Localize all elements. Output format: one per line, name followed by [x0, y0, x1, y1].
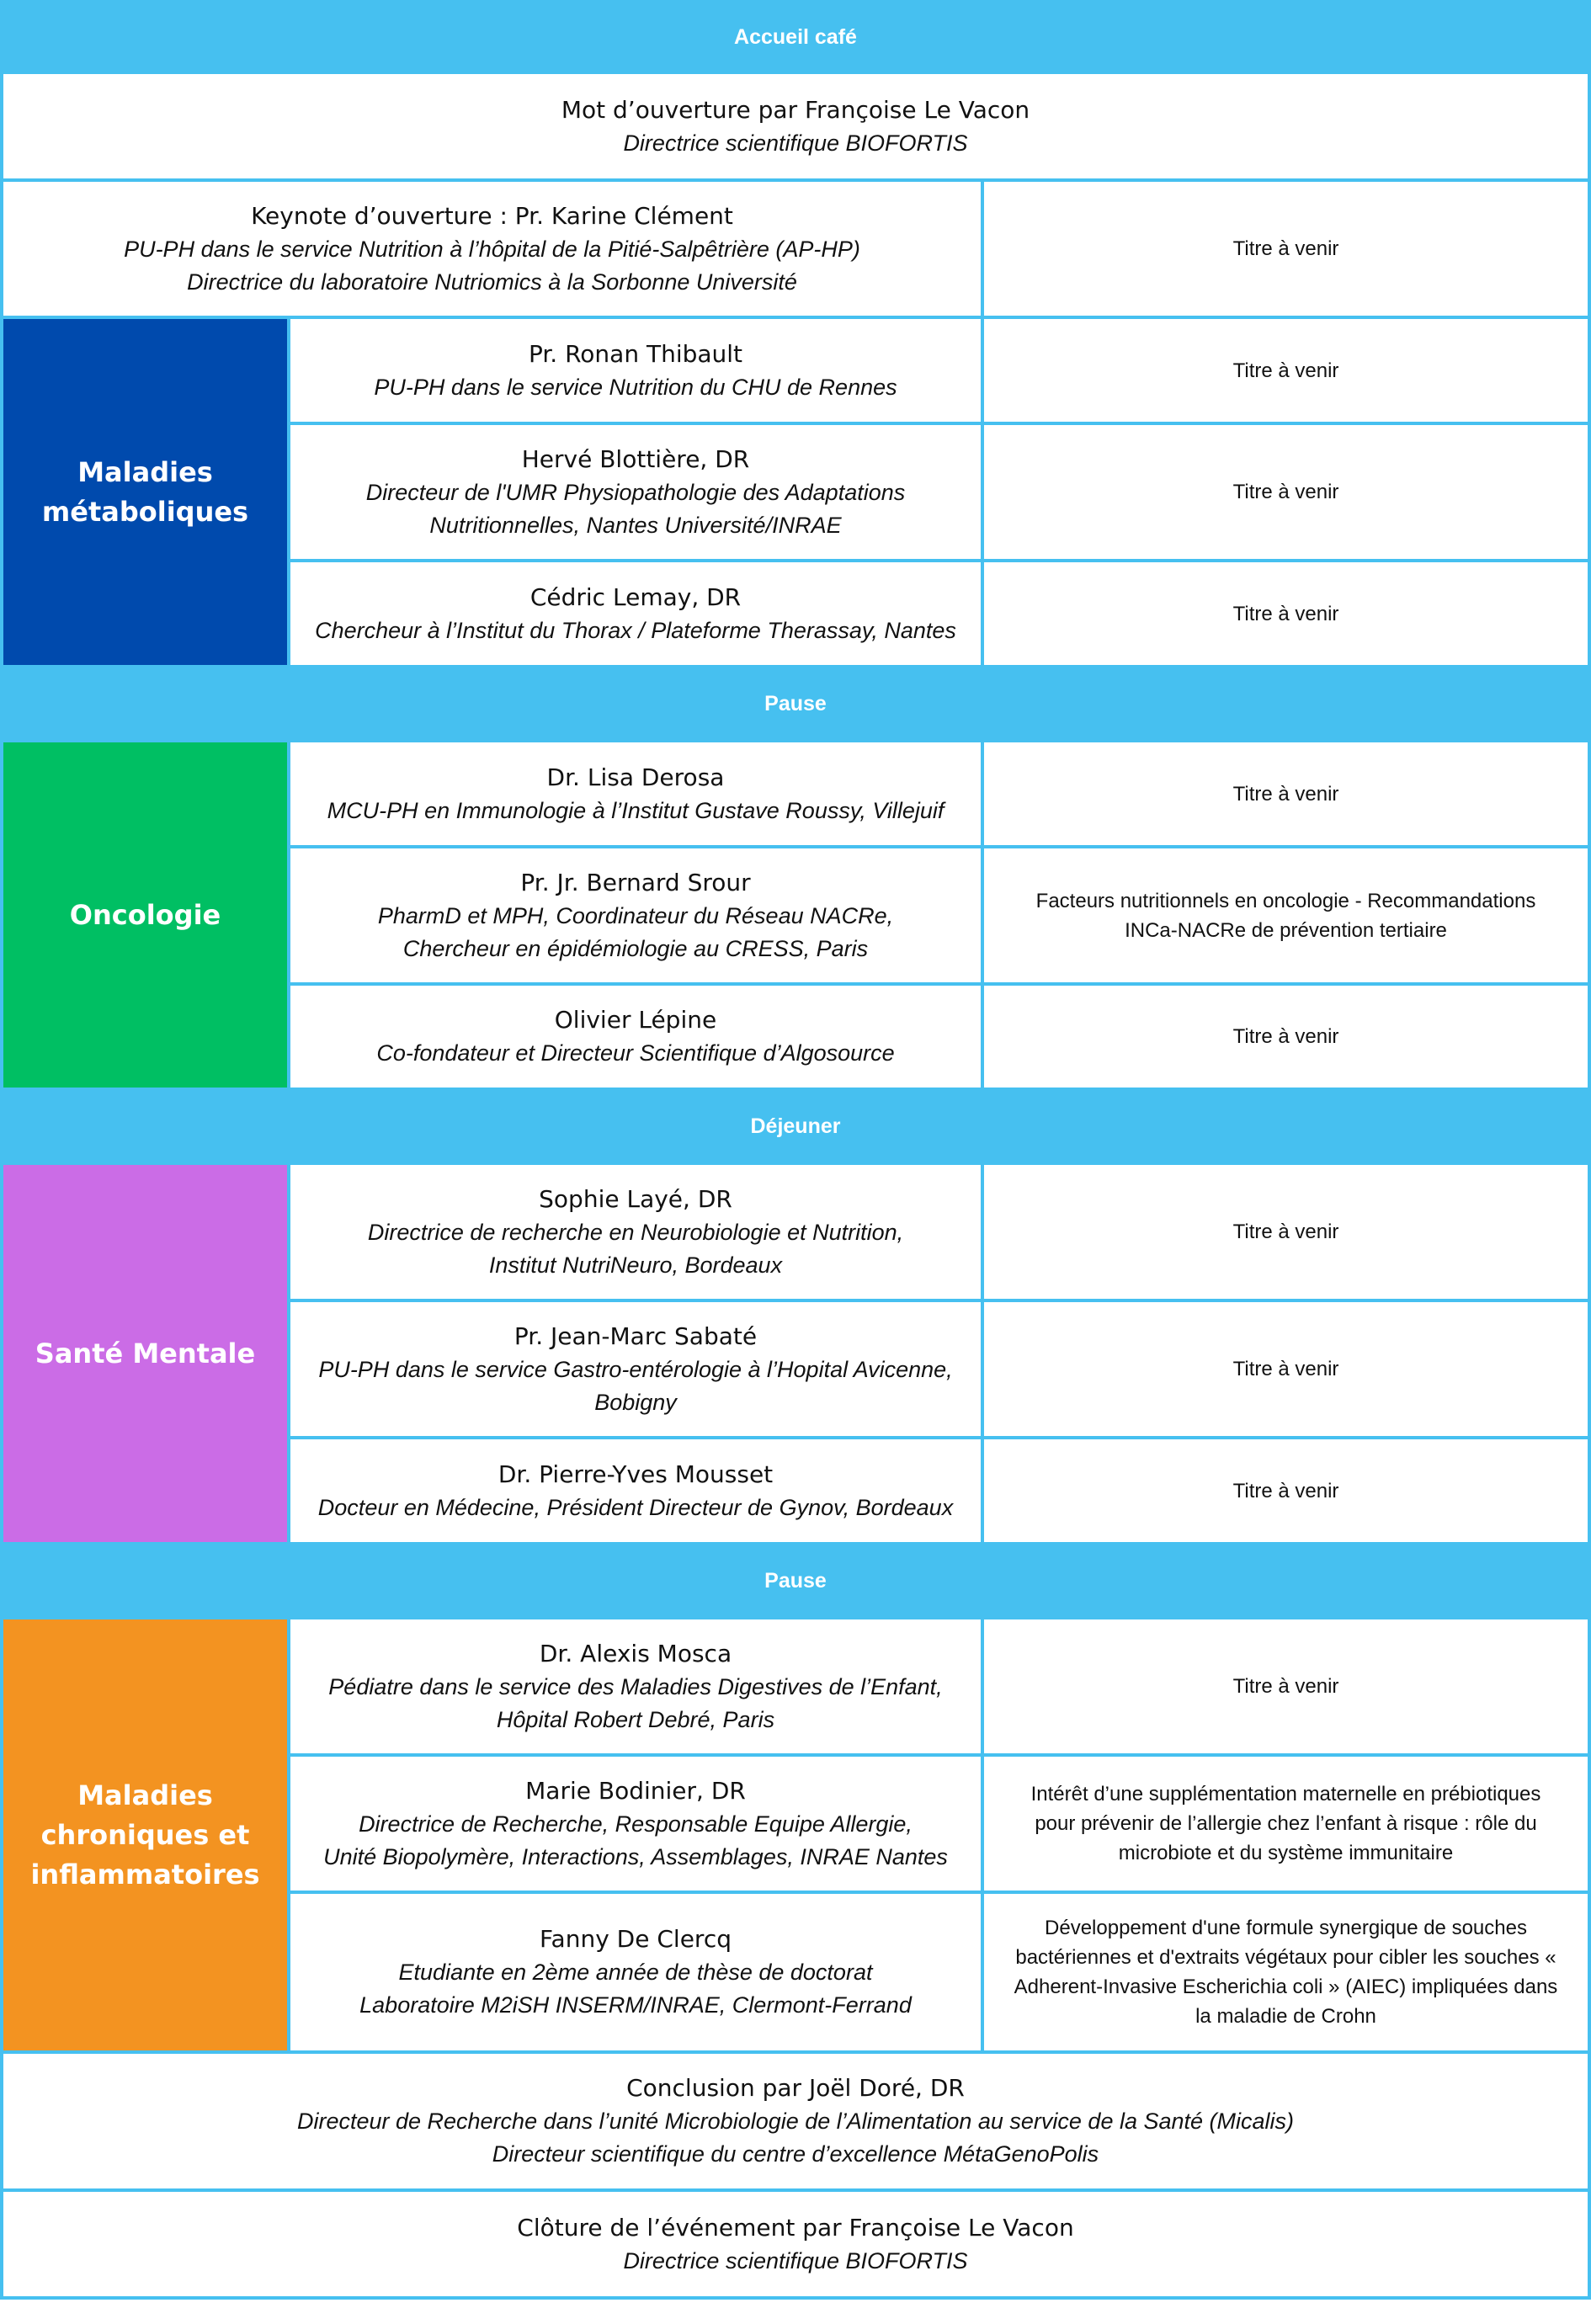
speaker-name: Sophie Layé, DR — [539, 1184, 732, 1213]
talk-title-line: bactériennes et d'extraits végétaux pour cibler les souches « — [1015, 1946, 1556, 1969]
speaker-name: Dr. Lisa Derosa — [546, 763, 725, 791]
talk-title-line: pour prévenir de l’allergie chez l’enfant à risque : rôle du — [1035, 1812, 1537, 1835]
talk-cell-srour — [981, 845, 1591, 986]
theme-label-line: inflammatoires — [30, 1858, 260, 1891]
speaker-role-line: Docteur en Médecine, Président Directeur de Gynov, Bordeaux — [317, 1494, 954, 1520]
talk-title-line: Titre à venir — [1232, 782, 1339, 806]
talk-cell-mosca — [981, 1616, 1591, 1757]
talk-title-line: Intérêt d’une supplémentation maternelle en prébiotiques — [1030, 1783, 1541, 1805]
talk-cell-mousset — [981, 1436, 1591, 1545]
talk-cell-lepine — [981, 982, 1591, 1091]
theme-oncologie — [0, 739, 290, 1091]
speaker-role-line: Hôpital Robert Debré, Paris — [496, 1706, 775, 1732]
theme-label-line: Maladies — [77, 1779, 213, 1811]
closing-row — [0, 2188, 1591, 2300]
break-pause — [0, 665, 1591, 742]
break-dejeuner — [0, 1088, 1591, 1165]
talk-title-line: Titre à venir — [1232, 1479, 1339, 1502]
talk-title-line: Titre à venir — [1232, 359, 1339, 382]
speaker-cell-derosa — [287, 739, 984, 848]
talk-cell-derosa — [981, 739, 1591, 848]
talk-title-line: INCa-NACRe de prévention tertiaire — [1125, 918, 1447, 942]
talk-title-line: Adherent-Invasive Escherichia coli » (AIEC) impliquées dans — [1014, 1976, 1558, 1998]
speaker-cell-mosca — [287, 1616, 984, 1757]
speaker-role-line: PU-PH dans le service Nutrition du CHU de Rennes — [374, 374, 897, 400]
break-label: Pause — [764, 691, 827, 715]
speaker-cell-mousset — [287, 1436, 984, 1545]
speaker-cell-srour — [287, 845, 984, 986]
speaker-role-line: Nutritionnelles, Nantes Université/INRAE — [429, 512, 842, 538]
speaker-name: Olivier Lépine — [554, 1006, 717, 1034]
talk-cell-declercq — [981, 1891, 1591, 2054]
speaker-role-line: Institut NutriNeuro, Bordeaux — [488, 1252, 783, 1278]
talk-title-line: Développement d'une formule synergique de souches — [1045, 1917, 1527, 1939]
speaker-cell-declercq — [287, 1891, 984, 2054]
speaker-name: Pr. Jr. Bernard Srour — [520, 868, 751, 896]
theme-sante-mentale — [0, 1162, 290, 1545]
keynote-role-line: PU-PH dans le service Nutrition à l’hôpital de la Pitié-Salpêtrière (AP-HP) — [124, 236, 860, 262]
theme-label-line: Oncologie — [69, 898, 221, 931]
theme-label-line: chroniques et — [40, 1818, 250, 1851]
break-label: Déjeuner — [750, 1114, 841, 1138]
speaker-cell-bodinier — [287, 1753, 984, 1894]
opening-name: Mot d’ouverture par Françoise Le Vacon — [561, 95, 1030, 124]
speaker-role-line: Chercheur en épidémiologie au CRESS, Paris — [402, 935, 869, 961]
keynote-talk-cell — [981, 178, 1591, 319]
speaker-name: Fanny De Clercq — [540, 1925, 732, 1953]
speaker-role-line: PharmD et MPH, Coordinateur du Réseau NACRe, — [377, 902, 894, 928]
talk-title-line: microbiote et du système immunitaire — [1118, 1842, 1454, 1864]
speaker-cell-lemay — [287, 559, 984, 668]
speaker-role-line: PU-PH dans le service Gastro-entérologie à l’Hopital Avicenne, — [318, 1356, 953, 1382]
closing-name: Clôture de l’événement par Françoise Le Vacon — [517, 2213, 1074, 2242]
speaker-role-line: Co-fondateur et Directeur Scientifique d’Algosource — [376, 1040, 895, 1066]
theme-label-line: métaboliques — [41, 495, 249, 528]
speaker-role-line: Laboratoire M2iSH INSERM/INRAE, Clermont-Ferrand — [359, 1992, 912, 2018]
speaker-cell-blottiere — [287, 422, 984, 562]
opening-row — [0, 71, 1591, 182]
speaker-role-line: Bobigny — [594, 1389, 677, 1415]
speaker-role-line: Directrice de Recherche, Responsable Equipe Allergie, — [359, 1811, 913, 1837]
break-pause — [0, 1542, 1591, 1619]
closing-role: Directrice scientifique BIOFORTIS — [623, 2247, 968, 2273]
theme-maladies-chroniques — [0, 1616, 290, 2054]
theme-label-line: Maladies — [77, 455, 213, 488]
speaker-role-line: Directrice de recherche en Neurobiologie et Nutrition, — [367, 1219, 904, 1245]
speaker-cell-thibault — [287, 316, 984, 425]
speaker-name: Dr. Pierre-Yves Mousset — [498, 1460, 774, 1488]
keynote-speaker-cell — [0, 178, 984, 319]
speaker-role-line: Unité Biopolymère, Interactions, Assemblages, INRAE Nantes — [323, 1843, 948, 1869]
break-label: Accueil café — [734, 24, 857, 49]
theme-label-line: Santé Mentale — [35, 1337, 256, 1369]
conclusion-role-line: Directeur scientifique du centre d’excellence MétaGenoPolis — [492, 2141, 1099, 2167]
talk-title-line: Titre à venir — [1232, 1025, 1339, 1048]
speaker-name: Pr. Ronan Thibault — [528, 339, 743, 368]
conclusion-row — [0, 2050, 1591, 2192]
conclusion-name: Conclusion par Joël Doré, DR — [626, 2074, 965, 2102]
talk-cell-thibault — [981, 316, 1591, 425]
theme-maladies-metaboliques — [0, 316, 290, 668]
speaker-role-line: Chercheur à l’Institut du Thorax / Plateforme Therassay, Nantes — [315, 617, 956, 643]
keynote-name: Keynote d’ouverture : Pr. Karine Clément — [251, 201, 733, 230]
conclusion-role-line: Directeur de Recherche dans l’unité Microbiologie de l’Alimentation au service de la Santé (Micalis) — [296, 2109, 1295, 2134]
speaker-cell-lepine — [287, 982, 984, 1091]
speaker-name: Dr. Alexis Mosca — [539, 1639, 732, 1667]
talk-title-line: Titre à venir — [1232, 1675, 1339, 1698]
talk-title-line: Titre à venir — [1232, 481, 1339, 503]
talk-title-line: Titre à venir — [1232, 602, 1339, 625]
talk-cell-blottiere — [981, 422, 1591, 562]
talk-title-line: Facteurs nutritionnels en oncologie - Recommandations — [1035, 889, 1536, 912]
speaker-role-line: Etudiante en 2ème année de thèse de doctorat — [398, 1960, 873, 1985]
opening-role: Directrice scientifique BIOFORTIS — [623, 130, 968, 156]
speaker-role-line: Directeur de l'UMR Physiopathologie des Adaptations — [365, 479, 906, 505]
speaker-name: Pr. Jean-Marc Sabaté — [513, 1322, 758, 1350]
speaker-name: Marie Bodinier, DR — [525, 1776, 746, 1805]
speaker-cell-sabate — [287, 1299, 984, 1439]
break-accueil-cafe — [0, 0, 1591, 74]
speaker-cell-laye — [287, 1162, 984, 1302]
speaker-name: Cédric Lemay, DR — [529, 582, 742, 611]
break-label: Pause — [764, 1568, 827, 1593]
talk-cell-laye — [981, 1162, 1591, 1302]
speaker-role-line: Pédiatre dans le service des Maladies Digestives de l’Enfant, — [328, 1673, 943, 1699]
speaker-role-line: MCU-PH en Immunologie à l’Institut Gustave Roussy, Villejuif — [327, 797, 944, 823]
talk-cell-lemay — [981, 559, 1591, 668]
talk-cell-sabate — [981, 1299, 1591, 1439]
talk-title-line: Titre à venir — [1232, 1358, 1339, 1380]
keynote-role-line: Directrice du laboratoire Nutriomics à la Sorbonne Université — [187, 269, 797, 295]
talk-title: Titre à venir — [1232, 237, 1339, 260]
talk-title-line: Titre à venir — [1232, 1220, 1339, 1243]
talk-cell-bodinier — [981, 1753, 1591, 1894]
speaker-name: Hervé Blottière, DR — [521, 444, 750, 473]
talk-title-line: la maladie de Crohn — [1195, 2005, 1376, 2028]
